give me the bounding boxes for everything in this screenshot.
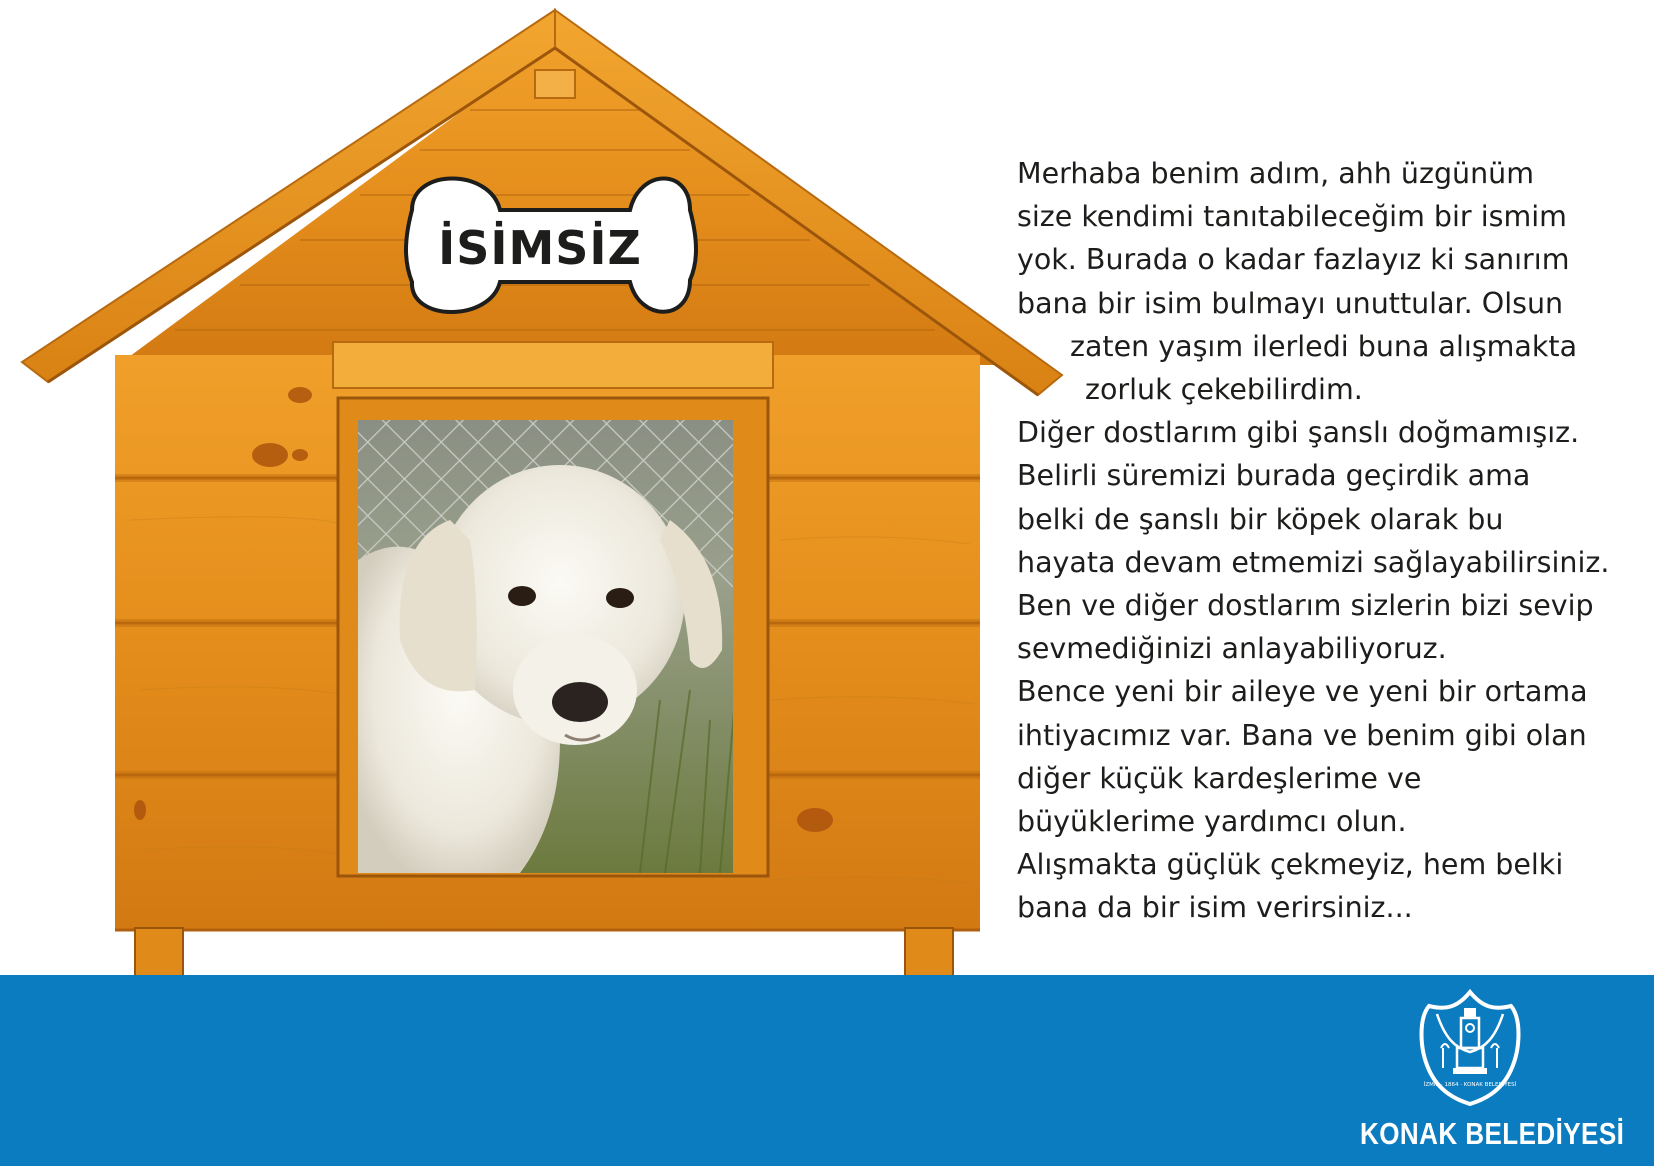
story-line: ihtiyacımız var. Bana ve benim gibi olan <box>1017 718 1587 752</box>
story-line: belki de şanslı bir köpek olarak bu <box>1017 502 1504 536</box>
story-line: size kendimi tanıtabileceğim bir ismim <box>1017 200 1567 234</box>
brand-name: KONAK BELEDİYESİ <box>1360 1116 1625 1151</box>
story-line: bana da bir isim verirsiniz... <box>1017 891 1413 925</box>
story-line: diğer küçük kardeşlerime ve <box>1017 761 1422 795</box>
story-line: zaten yaşım ilerledi buna alışmakta <box>1070 329 1578 363</box>
story-line: Diğer dostlarım gibi şanslı doğmamışız. <box>1017 416 1580 450</box>
story-line: büyüklerime yardımcı olun. <box>1017 805 1407 839</box>
leg-right <box>905 928 953 978</box>
story-line: Alışmakta güçlük çekmeyiz, hem belki <box>1017 848 1564 882</box>
story-line: zorluk çekebilirdim. <box>1085 373 1363 407</box>
story-line: Bence yeni bir aileye ve yeni bir ortama <box>1017 675 1588 709</box>
emblem-caption: İZMİR · 1864 · KONAK BELEDİYESİ <box>1423 1082 1517 1088</box>
dog-photo <box>358 420 735 873</box>
story-line: bana bir isim bulmayı unuttular. Olsun <box>1017 286 1564 320</box>
story-line: hayata devam etmemizi sağlayabilirsiniz. <box>1017 545 1610 579</box>
story-text <box>1017 152 1647 930</box>
story-line: Belirli süremizi burada geçirdik ama <box>1017 459 1531 493</box>
konak-emblem-icon <box>1415 988 1525 1106</box>
story-line: sevmediğinizi anlayabiliyoruz. <box>1017 632 1447 666</box>
story-line: Merhaba benim adım, ahh üzgünüm <box>1017 157 1534 190</box>
door-lintel <box>333 342 773 388</box>
ridge-vent <box>535 70 575 98</box>
story-line: yok. Burada o kadar fazlayız ki sanırım <box>1017 243 1570 277</box>
name-tag-label: İSİMSİZ <box>438 221 642 275</box>
story-line: Ben ve diğer dostlarım sizlerin bizi sevip <box>1017 589 1594 623</box>
leg-left <box>135 928 183 978</box>
